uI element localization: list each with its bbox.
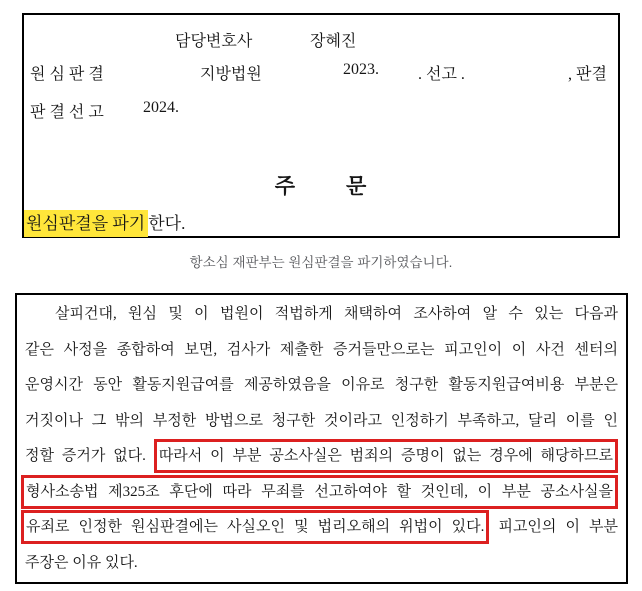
reasoning-line-7-suffix: 피고인의 이 부분 [498,519,618,535]
reasoning-line-4: 거짓이나 그 밖의 부정한 방법으로 청구한 것이라고 인정하기 부족하고, 달리 이를 인 [25,412,618,429]
reasoning-line-3: 운영시간 동안 활동지원급여를 제공하였음을 이유로 청구한 활동지원급여비용 부분은 [25,377,618,393]
reasoning-line-8: 주장은 이유 있다. [25,554,138,571]
verdict-highlighted-text: 원심판결을 파기 [24,210,148,237]
jumun-char-2: 문 [346,174,368,198]
original-judgment-tail: , 판결 [568,66,607,83]
reasoning-line-5-prefix: 정할 증거가 없다. [25,448,146,464]
attorney-label: 담당변호사 [175,33,253,50]
red-highlight-box-3: 유죄로 인정한 원심판결에는 사실오인 및 법리오해의 위법이 있다. [21,510,489,544]
attorney-name: 장혜진 [310,33,357,50]
original-judgment-label: 원 심 판 결 [30,66,104,83]
original-judgment-court: 지방법원 [200,66,262,83]
reasoning-line-2: 같은 사정을 종합하여 보면, 검사가 제출한 증거들만으로는 피고인이 이 사건 센터의 [25,341,618,358]
verdict-line [24,209,185,234]
reasoning-box [15,293,628,584]
jumun-title [24,170,618,200]
red-highlight-box-2: 형사소송법 제325조 후단에 따라 무죄를 선고하여야 할 것인데, 이 부분 공소사실을 [21,475,618,509]
reasoning-line-1: 살피건대, 원심 및 이 법원이 적법하게 채택하여 조사하여 알 수 있는 다음과 [55,306,618,322]
original-judgment-year: 2023. [343,61,379,78]
verdict-rest-text: 한다. [148,214,186,233]
reasoning-line-5 [25,439,618,475]
judgment-header-box [22,13,620,238]
sentencing-date-label: 판 결 선 고 [30,104,104,121]
caption-text: 항소심 재판부는 원심판결을 파기하였습니다. [189,255,453,270]
original-judgment-seongo: . 선고 . [418,66,465,83]
reasoning-line-6 [25,475,618,511]
sentencing-date-year: 2024. [143,99,179,116]
jumun-char-1: 주 [274,174,296,198]
reasoning-line-7 [25,510,618,546]
red-highlight-box-1: 따라서 이 부분 공소사실은 범죄의 증명이 없는 경우에 해당하므로 [154,439,618,473]
